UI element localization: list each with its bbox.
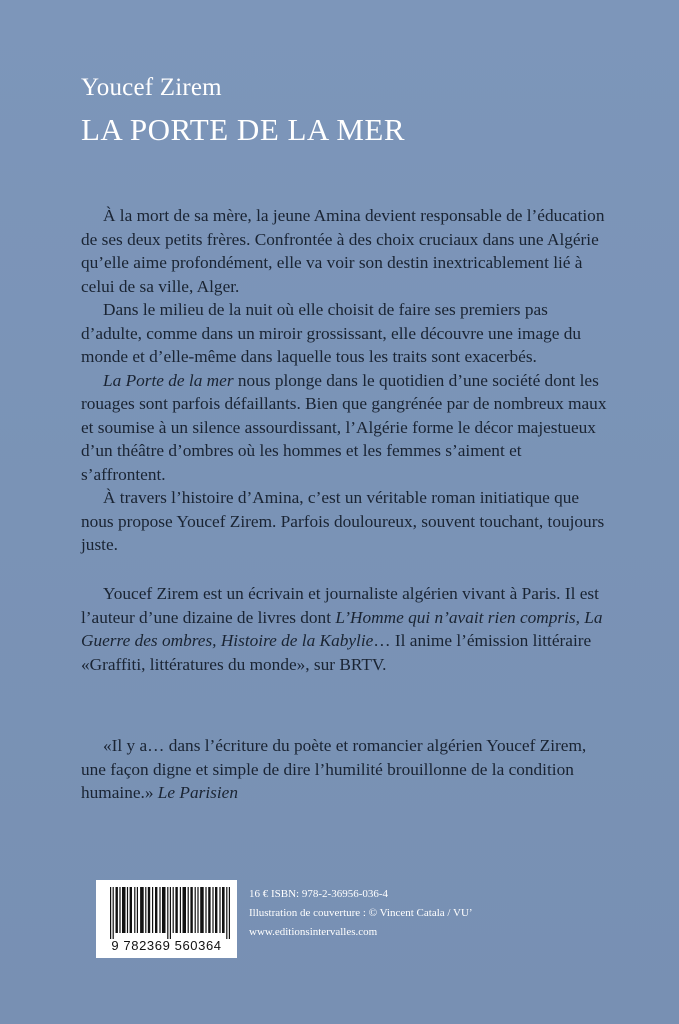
synopsis-paragraph: À travers l’histoire d’Amina, c’est un véritable roman initiatique que nous propose Youcef Zirem. Parfois douloureux, souvent touchant, toujours juste. — [81, 488, 605, 554]
illustration-credit: Illustration de couverture : © Vincent Catala / VU’ — [249, 907, 473, 919]
bio-paragraph — [81, 582, 609, 676]
barcode — [96, 880, 237, 958]
synopsis-text: nous plonge dans le quotidien d’une société dont les rouages sont parfois défaillants. Bien que gangrénée par de nombreux maux et soumise à un silence assourdissant, l’Algérie forme le décor majestueux d’un théâtre d’ombres où les hommes et les femmes s’aiment et s’affrontent. — [81, 370, 607, 484]
bio-text: … Il anime l’émission littéraire «Graffiti, littératures du monde», sur BRTV. — [81, 631, 592, 674]
barcode-bars — [110, 887, 230, 939]
publisher-website: www.editionsintervalles.com — [249, 926, 378, 938]
barcode-digits: 9 782369 560364 — [111, 938, 222, 953]
author-bio — [81, 582, 609, 676]
quote-source: Le Parisien — [157, 783, 238, 802]
synopsis-paragraph: À la mort de sa mère, la jeune Amina devient responsable de l’éducation de ses deux petits frères. Confrontée à des choix cruciaux dans une Algérie qu’elle aime profondément, elle va voir son destin inextricablement lié à celui de sa ville, Alger. — [81, 206, 605, 296]
author-name: Youcef Zirem — [81, 74, 222, 101]
bio-text: Youcef Zirem est un écrivain et journaliste algérien vivant à Paris. Il est l’auteur d’une dizaine de livres dont — [81, 584, 599, 627]
bio-book-titles: L’Homme qui n’avait rien compris, La Guerre des ombres, Histoire de la Kabylie — [81, 607, 603, 650]
press-quote — [81, 734, 609, 805]
book-title: LA PORTE DE LA MER — [81, 112, 406, 147]
publication-info — [249, 885, 473, 942]
book-title-italic: La Porte de la mer — [103, 370, 234, 390]
synopsis-paragraph — [81, 369, 609, 487]
price-isbn: 16 € ISBN: 978-2-36956-036-4 — [249, 888, 389, 900]
quote-paragraph — [81, 734, 609, 805]
synopsis — [81, 204, 609, 557]
synopsis-paragraph: Dans le milieu de la nuit où elle choisit de faire ses premiers pas d’adulte, comme dans un miroir grossissant, elle découvre une image du monde et d’elle-même dans laquelle tous les traits sont exacerbés. — [81, 300, 582, 366]
quote-text: «Il y a… dans l’écriture du poète et romancier algérien Youcef Zirem, une façon digne et simple de dire l’humilité brouillonne de la condition humaine.» — [81, 736, 587, 802]
